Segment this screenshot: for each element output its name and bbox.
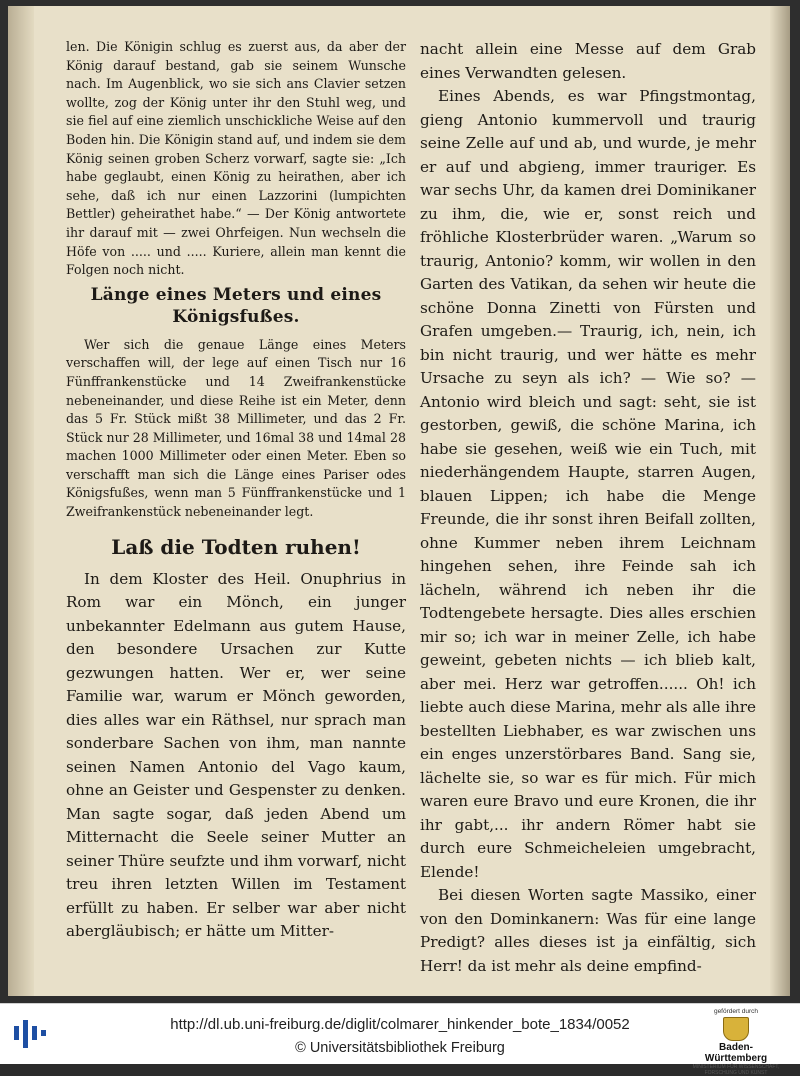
permalink-url[interactable]: http://dl.ub.uni-freiburg.de/diglit/colmarer_hinkender_bote_1834/0052 [170, 1016, 630, 1033]
viewer-footer [0, 1003, 800, 1076]
right-paragraph-1: nacht allein eine Messe auf dem Grab eines Verwandten gelesen. [420, 40, 756, 82]
meter-paragraph: Wer sich die genaue Länge eines Meters verschaffen will, der lege auf einen Tisch nur 16 Fünffrankenstücke und 14 Zweifrankenstücke nebeneinander, und diese Reihe ist ein Meter, denn das 5 Fr. Stück mißt 38 Millimeter, und das 2 Fr. Stück nur 28 Millimeter, und 16mal 38 und 14mal 28 machen 1000 Millimeter oder einen Meter. Eben so verschafft man sich die Länge eines Pariser odes Königsfußes, wenn man 5 Fünffrankenstücke und 1 Zweifrankenstück nebeneinander legt. [66, 336, 406, 520]
page-gutter-shadow [8, 6, 34, 996]
left-paragraph-1: len. Die Königin schlug es zuerst aus, da aber der König darauf bestand, gab sie seinem Wunsche nach. Im Augenblick, wo sie sich ans Clavier setzen wollte, zog der König unter ihr den Stuhl weg, und sie fiel auf eine ziemlich unschickliche Weise auf den Boden hin. Die Königin stand auf, und indem sie dem König seinen groben Scherz vorwarf, sagte sie: „Ich habe geglaubt, einen König zu heirathen, aber ich sehe, daß ich nur einen Lazzorini (lumpichten Bettler) geheirathet habe.“ — Der König antwortete ihr darauf mit — zwei Ohrfeigen. Nun wechseln die Höfe von ..... und ..... Kuriere, allein man kennt die Folgen noch nicht. [66, 39, 406, 278]
copyright-notice: © Universitätsbibliothek Freiburg [295, 1040, 505, 1056]
todten-paragraph: In dem Kloster des Heil. Onuphrius in Rom war ein Mönch, ein junger unbekannter Edelmann aus gutem Hause, den besondere Ursachen zur Kutte gezwungen hatten. Wer er, wer seine Familie war, warum er Mönch geworden, dies alles war ein Räthsel, nur sprach man sonderbare Sachen von ihm, man nannte seinen Namen Antonio del Vago kaum, ohne an Geister und Gespenster zu denken. Man sagte sogar, daß jeden Abend um Mitternacht die Seele seiner Mutter an seiner Thüre seufzte und ihm vorwarf, nicht treu ihren letzten Willen im Testament erfüllt zu haben. Er selber war aber nicht abergläubisch; er hätte um Mitter- [66, 569, 406, 941]
heading-meter: Länge eines Meters und eines Königsfußes. [90, 284, 382, 327]
right-paragraph-2: Eines Abends, es war Pfingstmontag, gieng Antonio kummervoll und traurig seine Zelle auf und ab, und wurde, je mehr er auf und abgieng, immer trauriger. Es war sechs Uhr, da kamen drei Dominikaner zu ihm, die, wie er, sonst reich und fröhliche Klosterbrüder waren. „Warum so traurig, Antonio? komm, wir wollen in den Garten des Vatikan, da sehen wir heute die schöne Donna Zinetti von Fürsten und Grafen umgeben.— Traurig, ich, nein, ich bin nicht traurig, und wer hätte es mehr Ursache zu seyn als ich? — Wie so? — Antonio wird bleich und sagt: seht, sie ist gestorben, gewiß, die schöne Marina, ich habe sie gesehen, weiß wie ein Tuch, mit niederhängendem Haupte, starren Augen, blauen Lippen; ich habe die Menge Freunde, die ihr sonst ihren Beifall zollten, ohne Kummer neben ihrem Leichnam hingehen sehen, ihre Feinde sah ich lächeln, während ich neben ihr die Todtengebete hersagte. Dies alles erschien mir so; ich war in meiner Zelle, ich habe geweint, gebeten nichts — ich blieb kalt, aber mei. Herz war getroffen...... Oh! ich liebte auch diese Marina, mehr als alle ihre bestellten Liebhaber, es war zwischen uns ein enges unzerstörbares Band. Sang sie, lächelte sie, so war es für mich. Für mich waren eure Bravo und eure Kronen, die ihr ihr gabt,... ihr andern Römer habt sie durch eure Schmeicheleien umgebracht, Elende! [420, 87, 756, 881]
sponsor-ministry: MINISTERIUM FÜR WISSENSCHAFT, FORSCHUNG UND KUNST [692, 1064, 780, 1076]
page-edge-shadow [770, 6, 790, 996]
left-text-column [66, 38, 406, 944]
heading-todten: Laß die Todten ruhen! [111, 534, 361, 559]
sponsor-name: Baden-Württemberg [704, 1042, 768, 1064]
sponsor-label: gefördert durch [713, 1008, 759, 1015]
baden-wuerttemberg-crest-icon [723, 1017, 749, 1041]
right-paragraph-3: Bei diesen Worten sagte Massiko, einer von den Dominkanern: Was für eine lange Predigt? alles dieses ist ja einfältig, sich Herr! da ist mehr als deine empfind- [420, 886, 756, 975]
right-text-column [420, 38, 756, 978]
sponsor-block [692, 1008, 780, 1076]
